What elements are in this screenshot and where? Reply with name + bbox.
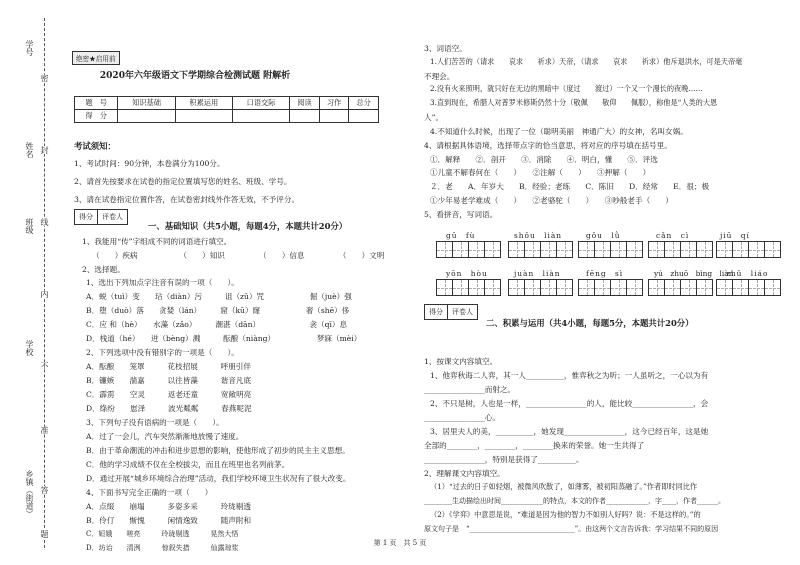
notice-item: 1、考试时间：90分钟，本卷满分为100分。 — [74, 159, 225, 168]
section1-line: D．通过开展“城乡环境综合治理”活动，我们学校环境卫生状况有了很大改变。 — [86, 474, 351, 483]
score-header-cell: 积累运用 — [175, 97, 232, 110]
writing-grid[interactable] — [648, 241, 713, 258]
notice-heading: 考试须知： — [74, 141, 116, 151]
bind-mark: 封 — [40, 146, 49, 154]
right-line: 人”。 — [424, 113, 444, 122]
writing-grid[interactable] — [508, 279, 573, 296]
score-cell[interactable] — [175, 110, 232, 123]
section2-line: ________________而射之。 — [424, 385, 516, 394]
section2-line: 1、按课文内容填空。 — [424, 357, 498, 366]
bind-mark: 内 — [40, 290, 49, 298]
section2-line: 原文句子是 “______________________________”。由这两个文言告诉我：学习结果不同的原因 — [424, 525, 719, 533]
right-line: 5、看拼音，写词语。 — [424, 210, 498, 219]
section2-line: 3、居里夫人的美，__________，她发现________________，这今已经百年，这是她 — [430, 427, 709, 436]
right-line: 1.人们苦苦的（请求 哀求 祈求）天帝，（请求 哀求 祈求）他斥退洪水，可是天帝毫 — [430, 57, 743, 66]
bind-mark: 密 — [40, 74, 49, 82]
section1-line: A．蜕（tuì）变 玷（diàn）污 诅（zǔ）咒 倔（juè）强 — [86, 292, 352, 301]
score-cell[interactable] — [118, 110, 175, 123]
right-line: 4.不知道什么时候，出现了一位（聪明美丽 神通广大）的女神，名叫女娲。 — [430, 127, 688, 136]
pinyin-label: gū fù — [446, 231, 476, 240]
section1-line: C．姮娥 嗟亮 玲珑剔透 晃然大悟 — [86, 530, 239, 538]
pinyin-label: yōn hòu — [446, 269, 488, 278]
right-line: ①．解释 ②．剖开 ③．消除 ④．明白，懂 ⑤．评选 — [430, 155, 658, 164]
section1-line: （ ）疾病 （ ）知识 （ ）信息 （ ）文明 — [92, 251, 385, 260]
writing-grid[interactable] — [716, 279, 781, 296]
page-title: 2020年六年级语文下学期综合检测试题 附解析 — [99, 71, 291, 81]
scorer-reviewer-label: 评卷人 — [102, 213, 123, 221]
bind-mark: 准 — [40, 426, 49, 434]
pinyin-label: shǒu liàn — [514, 231, 563, 240]
writing-grid[interactable] — [436, 279, 501, 296]
right-line: 3.直到现在，希腊人对普罗米修斯仍然十分（敬佩 敬仰 佩服），称他是“人类的大恩 — [430, 98, 718, 107]
pinyin-label: gǒu lǜ — [586, 231, 621, 240]
scorer-reviewer-label: 评卷人 — [452, 308, 473, 316]
section1-line: B．伶仃 惭愧 闲情逸致 随声附和 — [86, 516, 252, 525]
score-header-cell: 阅读 — [290, 97, 320, 110]
right-line: ２．老 A．年岁大 B．经验；老练 C．陈旧 D．经常 E．很；极 — [430, 182, 710, 191]
score-header-cell: 口语交际 — [232, 97, 289, 110]
section1-title: 一、基础知识（共5小题，每题4分，本题共计20分） — [148, 221, 348, 231]
section1-line: 1、我能用“传”字组成不同的词语进行填空。 — [82, 237, 232, 246]
section1-line: A．过了一会儿，汽车突然渐渐地放慢了速度。 — [86, 432, 244, 441]
section2-title: 二、积累与运用（共4小题，每题5分，本题共计20分） — [486, 318, 694, 328]
right-line: 4、请根据具体语境，选择带点字的恰当意思，将对应的序号填在括号里。 — [424, 141, 672, 150]
writing-grid[interactable] — [648, 279, 713, 296]
section2-line: （1）“过去的日子如轻烟，被微风吹散了，如薄雾，被初阳蒸融了。”作者即时同比作 — [430, 482, 698, 491]
scorer-score-label: 得分 — [425, 305, 448, 319]
scorer-score-label: 得分 — [75, 210, 98, 224]
bind-mark: 答 — [40, 486, 49, 494]
section2-line: ________生动描绘出时间____________的特点，本文的作者____________，字____，作者______。 — [424, 497, 725, 505]
score-header-cell: 习作 — [319, 97, 349, 110]
writing-grid[interactable] — [436, 241, 501, 258]
section2-line: 2、不只是树，人也是一样，________________的人，能比较________________，会 — [430, 399, 709, 408]
section1-line: A．酝酿 笼罩 花枝招展 呼朋引伴 — [86, 362, 251, 371]
bind-mark: 不 — [40, 362, 49, 370]
writing-grid[interactable] — [578, 241, 643, 258]
writing-grid[interactable] — [578, 279, 643, 296]
score-header-cell: 题 号 — [75, 97, 118, 110]
section2-line: （2）《学弈》中意思是说，“难道是因为他的智力不如别人好吗？说：不是这样的。”的 — [430, 510, 701, 519]
section2-line: 全部的________，________，________换来的荣誉。她一生共得了 — [424, 441, 645, 450]
writing-grid[interactable] — [508, 241, 573, 258]
margin-label-banji: 班级 — [25, 218, 34, 234]
section1-line: C．他的学习成绩不仅在全校拔尖，而且在班里也名列前茅。 — [86, 460, 290, 469]
pinyin-label: fēng sì — [586, 269, 624, 278]
score-header-cell: 总分 — [349, 97, 379, 110]
right-line: 不理会。 — [424, 72, 455, 81]
binding-dashed-line — [44, 18, 45, 548]
section2-line: ________________心。 — [424, 413, 500, 422]
pinyin-label: yú zhuō bìng liàn — [654, 269, 734, 278]
score-row-label: 得 分 — [75, 110, 118, 123]
margin-label-xiangzhen: 乡镇（街道） — [25, 470, 34, 518]
score-cell[interactable] — [349, 110, 379, 123]
margin-label-xuehao: 学号 — [25, 40, 34, 56]
score-table — [74, 96, 379, 123]
section1-line: B．镰嫉 湍嘉 以往皆藻 谐音凡底 — [86, 376, 252, 385]
section1-line: B．由于革命潮流的冲击和进步思想的影响，使他形成了初步的民主主义思想。 — [86, 446, 350, 455]
bind-mark: 题 — [40, 530, 49, 538]
right-line: 2.没有火来照明，就只好在无边的黑暗中（度过 渡过）一个又一个漫长的夜晚…… — [430, 84, 703, 93]
right-line: ①少年易老学难成（ ） ②老骆驼（ ） ③吵般老手（ ） — [430, 196, 673, 205]
section1-line: 2、选择题。 — [82, 265, 125, 274]
margin-label-xuexiao: 学校 — [25, 340, 34, 356]
section1-line: C．应 和（hè） 水藻（zǎo） 潮湛（dān） 衾（qī）息 — [86, 320, 348, 329]
section1-line: D．坊诒 清洌 惊叙失措 仙露琼浆 — [86, 544, 239, 552]
section1-line: 3、下列句子没有语病的一项是（ ）。 — [86, 418, 224, 427]
right-line: 3、词语空。 — [424, 44, 467, 53]
margin-label-xingming: 姓名 — [25, 142, 34, 158]
score-cell[interactable] — [232, 110, 289, 123]
score-header-cell: 知识基础 — [118, 97, 175, 110]
section1-line: 1、选出下列加点字注音有误的一项（ ）。 — [86, 278, 239, 287]
score-cell[interactable] — [319, 110, 349, 123]
pinyin-label: cǎn cì — [656, 231, 690, 240]
page-footer: 第 1 页 共 5 页 — [373, 539, 427, 547]
section2-line: 1、他弈秋诲二人弈，其一人__________，惟弈秋之为听；一人虽听之，一心以为有 — [430, 371, 709, 380]
notice-item: 2、请首先按要求在试卷的指定位置填写您的姓名、班级、学号。 — [74, 177, 292, 186]
pinyin-label: juàn liàn — [514, 269, 561, 278]
section1-line: C．霹雳 空灵 返老还童 宽敞明亮 — [86, 390, 252, 399]
section1-line: A．点缀 崩塌 多姿多采 玲珑剔透 — [86, 502, 251, 511]
section2-line: 2、理解课文内容填空。 — [424, 469, 505, 478]
section1-line: 4、下面书写完全正确的一项（ ） — [86, 488, 213, 497]
pinyin-label: jiū qí — [720, 231, 750, 240]
notice-item: 3、请在试卷指定位置作答，在试卷密封线外作答无效，不予评分。 — [74, 195, 300, 204]
right-line: ①儿童不解春何在（ ） ②注解（ ） ③押解（ ） — [430, 168, 651, 177]
section2-line: ________________，特别是获得了__________。 — [424, 455, 584, 464]
scorer-box — [74, 209, 128, 225]
section1-line: D．栈道（hé） 迸（bèng）溅 酝酿（niàng） 梦寐（mèi） — [86, 334, 362, 343]
writing-grid[interactable] — [716, 241, 781, 258]
secret-tag: 绝密★启用前 — [72, 51, 120, 65]
section1-line: B．堕（duò）落 贪婪（lán） 窟（kū）窿 奢（shē）侈 — [86, 306, 350, 315]
section1-line: D．绦纷 崽泽 波光粼粼 春燕呢泥 — [86, 404, 252, 413]
pinyin-label: zhǔ liáo — [726, 269, 769, 278]
section1-line: 2、下列选项中没有错别字的一项是（ ）。 — [86, 348, 239, 357]
score-cell[interactable] — [290, 110, 320, 123]
scorer-box — [424, 304, 478, 320]
bind-mark: 线 — [40, 218, 49, 226]
